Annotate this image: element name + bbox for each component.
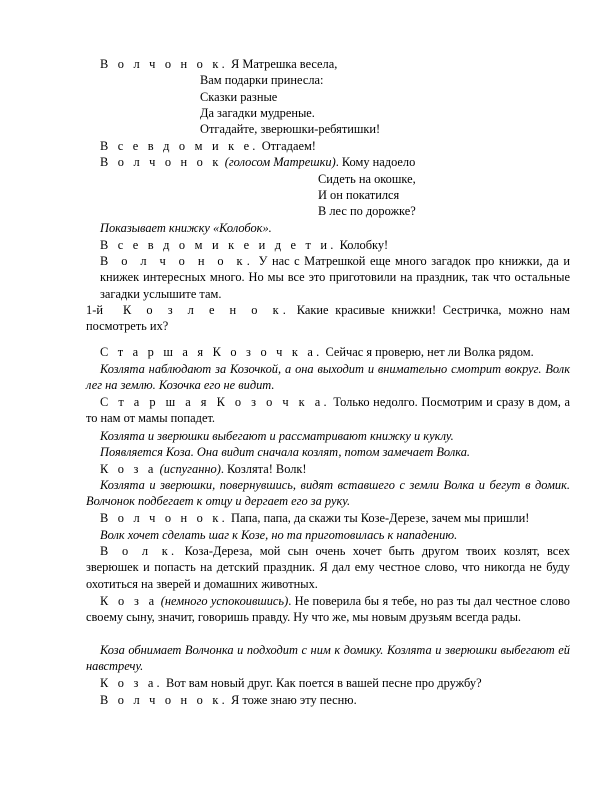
stage-direction: Козлята и зверюшки, повернувшись, видят вставшего с земли Волка и бегут в домик. Волчонок подбегает к отцу и дергает его за руку.: [86, 478, 570, 509]
stage-direction: Волк хочет сделать шаг к Козе, но та приготовилась к нападению.: [100, 528, 458, 542]
verse-line: И он покатился: [318, 188, 400, 202]
verse-line: Сидеть на окошке,: [318, 172, 416, 186]
paragraph-starshaya-kozochka: С т а р ш а я К о з о ч к а. Сейчас я проверю, нет ли Волка рядом.: [100, 345, 534, 359]
stage-direction: Козлята наблюдают за Козочкой, а она выходит и внимательно смотрит вокруг. Волк лег на землю. Козочка его не видит.: [86, 362, 570, 393]
stage-direction: Козлята и зверюшки выбегают и рассматривают книжку и куклу.: [100, 429, 454, 443]
paragraph-volk: В о л к. Коза-Дереза, мой сын очень хочет быть другом твоих козлят, всех зверюшек и попасть на детский праздник. Я дал ему честное слово, что никогда не буду охотиться на зверей и домашних животных.: [86, 544, 570, 591]
verse-line: Отгадайте, зверюшки-ребятишки!: [200, 122, 381, 136]
line-volchonok-2: В о л ч о н о к (голосом Матрешки). Кому надоело: [100, 155, 416, 169]
paragraph-starshaya-kozochka: С т а р ш а я К о з о ч к а. Только недолго. Посмотрим и сразу в дом, а то нам от мамы попадет.: [86, 395, 570, 426]
verse-line: Сказки разные: [200, 90, 278, 104]
line-volchonok-3: В о л ч о н о к. Папа, папа, да скажи ты Козе-Дерезе, зачем мы пришли!: [100, 511, 530, 525]
verse-line: В лес по дорожке?: [318, 204, 416, 218]
paragraph-koza: К о з а (немного успокоившись). Не поверила бы я тебе, но раз ты дал честное слово своему сыну, значит, говоришь правду. Ну что же, мы новым друзьям всегда рады.: [86, 594, 570, 625]
stage-direction: Коза обнимает Волчонка и подходит с ним к домику. Козлята и зверюшки выбегают ей навстречу.: [86, 643, 570, 674]
line-vse-i-deti: В с е в д о м и к е и д е т и. Колобку!: [100, 238, 389, 252]
stage-direction: Появляется Коза. Она видит сначала козлят, потом замечает Волка.: [100, 445, 470, 459]
line-volchonok-4: В о л ч о н о к. Я тоже знаю эту песню.: [100, 693, 357, 707]
line-koza-2: К о з а. Вот вам новый друг. Как поется в вашей песне про дружбу?: [100, 676, 482, 690]
line-koza: К о з а (испуганно). Козлята! Волк!: [100, 462, 307, 476]
stage-direction: Показывает книжку «Колобок».: [100, 221, 272, 235]
paragraph-volchonok: В о л ч о н о к. У нас с Матрешкой еще много загадок про книжки, да и книжек интересных много. Но мы все это приготовили на праздник, так что остальные загадки услышите там.: [100, 254, 570, 301]
line-volchonok-1: В о л ч о н о к. Я Матрешка весела,: [100, 57, 338, 71]
line-vse-v-domike: В с е в д о м и к е. Отгадаем!: [100, 139, 316, 153]
paragraph-kozlenok: 1-й К о з л е н о к. Какие красивые книжки! Сестричка, можно нам посмотреть их?: [86, 303, 571, 334]
verse-line: Да загадки мудреные.: [200, 106, 315, 120]
verse-line: Вам подарки принесла:: [200, 73, 324, 87]
